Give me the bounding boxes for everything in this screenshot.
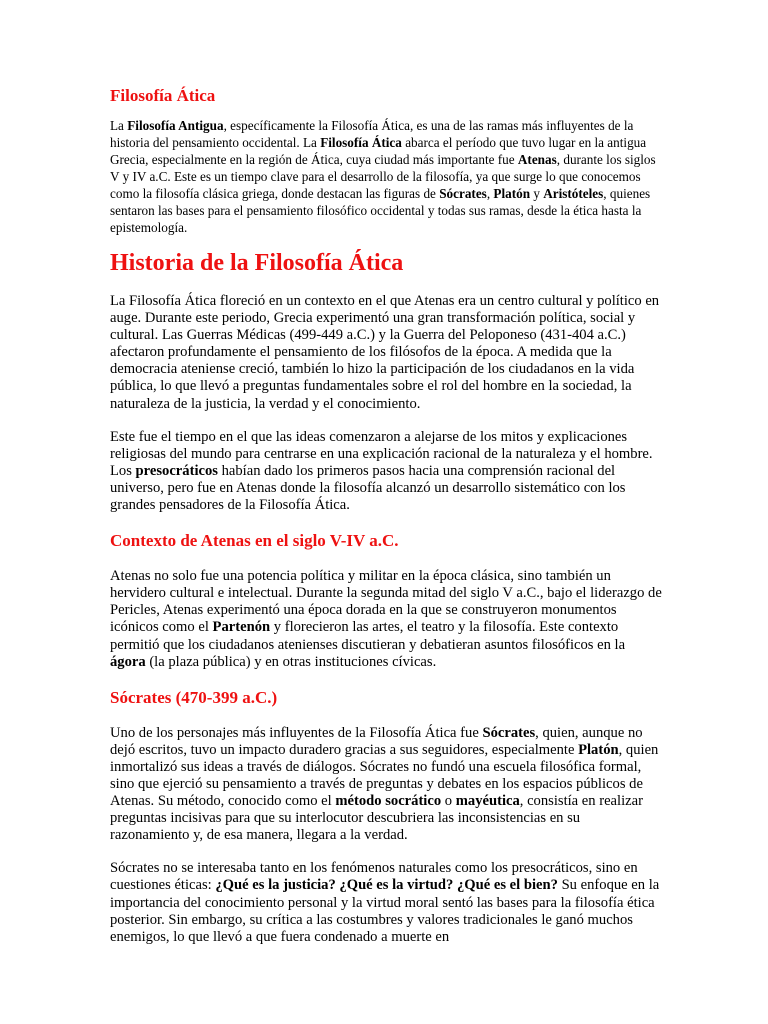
text-run: Sócrates no se interesaba tanto en los fenómenos naturales como los presocráticos, sino en cuestiones éticas: xyxy=(110,860,638,894)
text-run: , quienes sentaron las bases para el pensamiento filosófico occidental y todas sus ramas, desde la ética hasta la epistemología. xyxy=(110,186,651,235)
text-run: Atenas no solo fue una potencia política y militar en la época clásica, sino también un hervidero cultural e intelectual. Durante la segunda mitad del siglo V a.C., bajo el liderazgo de Pericles, Atenas experimentó una época dorada en la que se construyeron monumentos icónicos como el xyxy=(110,568,662,636)
text-run: habían dado los primeros pasos hacia una comprensión racional del universo, pero fue en Atenas donde la filosofía alcanzó un desarrollo sistemático con los grandes pensadores de la Filosofía Ática. xyxy=(110,462,626,514)
bold-term: Platón xyxy=(493,186,531,201)
bold-term: Filosofía Ática xyxy=(320,135,402,150)
section-heading-contexto: Contexto de Atenas en el siglo V-IV a.C. xyxy=(110,531,399,551)
text-run: , específicamente la Filosofía Ática, es una de las ramas más influyentes de la historia del pensamiento occidental. La xyxy=(110,118,634,150)
text-run: y florecieron las artes, el teatro y la filosofía. Este contexto permitió que los ciudadanos atenienses discutieran y debatieran asuntos filosóficos en la xyxy=(110,619,626,653)
bold-term: ¿Qué es la justicia? ¿Qué es la virtud? ¿Qué es el bien? xyxy=(215,877,558,894)
text-run: Su enfoque en la importancia del conocimiento personal y la virtud moral sentó las bases para la filosofía ética posterior. Sin embargo, su crítica a las costumbres y valores tradicionales le ganó muchos enemigos, lo que llevó a que fuera condenado a muerte en xyxy=(110,877,660,945)
text-run: , quien, aunque no dejó escritos, tuvo un impacto duradero gracias a sus seguidores, especialmente xyxy=(110,724,643,758)
bold-term: presocráticos xyxy=(135,462,218,479)
intro-paragraph xyxy=(110,117,662,236)
text-run: Uno de los personajes más influyentes de la Filosofía Ática fue xyxy=(110,724,483,741)
section-heading-historia: Historia de la Filosofía Ática xyxy=(110,250,404,276)
bold-term: Platón xyxy=(578,741,619,758)
bold-term: Partenón xyxy=(212,619,271,636)
bold-term: ágora xyxy=(110,653,146,670)
historia-paragraph-2 xyxy=(110,429,662,514)
socrates-paragraph-2 xyxy=(110,860,662,945)
bold-term: mayéutica xyxy=(455,793,520,810)
bold-term: Filosofía Antigua xyxy=(127,118,224,133)
text-run: y xyxy=(530,186,544,201)
text-run: abarca el período que tuvo lugar en la antigua Grecia, especialmente en la región de Ática, cuya ciudad más importante fue xyxy=(110,135,647,167)
bold-term: método socrático xyxy=(335,793,442,810)
text-run: , consistía en realizar preguntas incisivas para que su interlocutor descubriera las inconsistencias en su razonamiento y, de esa manera, llegara a la verdad. xyxy=(110,793,643,844)
text-run: , durante los siglos V y IV a.C. Este es un tiempo clave para el desarrollo de la filosofía, ya que surge lo que conocemos como la filosofía clásica griega, donde destacan las figuras de xyxy=(110,152,656,201)
text-run: , quien inmortalizó sus ideas a través de diálogos. Sócrates no fundó una escuela filosófica formal, sino que ejerció su pensamiento a través de preguntas y debates en los espacios públicos de Atenas. Su método, conocido como el xyxy=(110,741,659,810)
bold-term: Sócrates xyxy=(482,724,536,741)
document-page xyxy=(110,84,662,962)
text-run: La xyxy=(110,118,128,133)
text-run: (la plaza pública) y en otras instituciones cívicas. xyxy=(145,653,437,670)
bold-term: Atenas xyxy=(517,152,557,167)
bold-term: Sócrates xyxy=(439,186,487,201)
section-heading-filosofia-atica: Filosofía Ática xyxy=(110,86,216,105)
section-heading-socrates: Sócrates (470-399 a.C.) xyxy=(110,687,278,707)
text-run: Este fue el tiempo en el que las ideas comenzaron a alejarse de los mitos y explicaciones religiosas del mundo para centrarse en una explicación racional de la naturaleza y el hombre. Los xyxy=(110,428,653,479)
historia-paragraph-1: La Filosofía Ática floreció en un contexto en el que Atenas era un centro cultural y político en auge. Durante este periodo, Grecia experimentó una gran transformación política, social y cultural. Las Guerras Médicas (499-449 a.C.) y la Guerra del Peloponeso (431-404 a.C.) afectaron profundamente el pensamiento de los filósofos de la época. A medida que la democracia ateniense creció, también lo hizo la participación de los ciudadanos en la vida pública, lo que llevó a preguntas fundamentales sobre el rol del hombre en la sociedad, la naturaleza de la justicia, la verdad y el conocimiento. xyxy=(110,293,660,412)
bold-term: Aristóteles xyxy=(543,186,604,201)
socrates-paragraph-1 xyxy=(110,725,662,845)
text-run: , xyxy=(486,186,494,201)
text-run: o xyxy=(441,793,456,810)
contexto-paragraph xyxy=(110,568,662,671)
